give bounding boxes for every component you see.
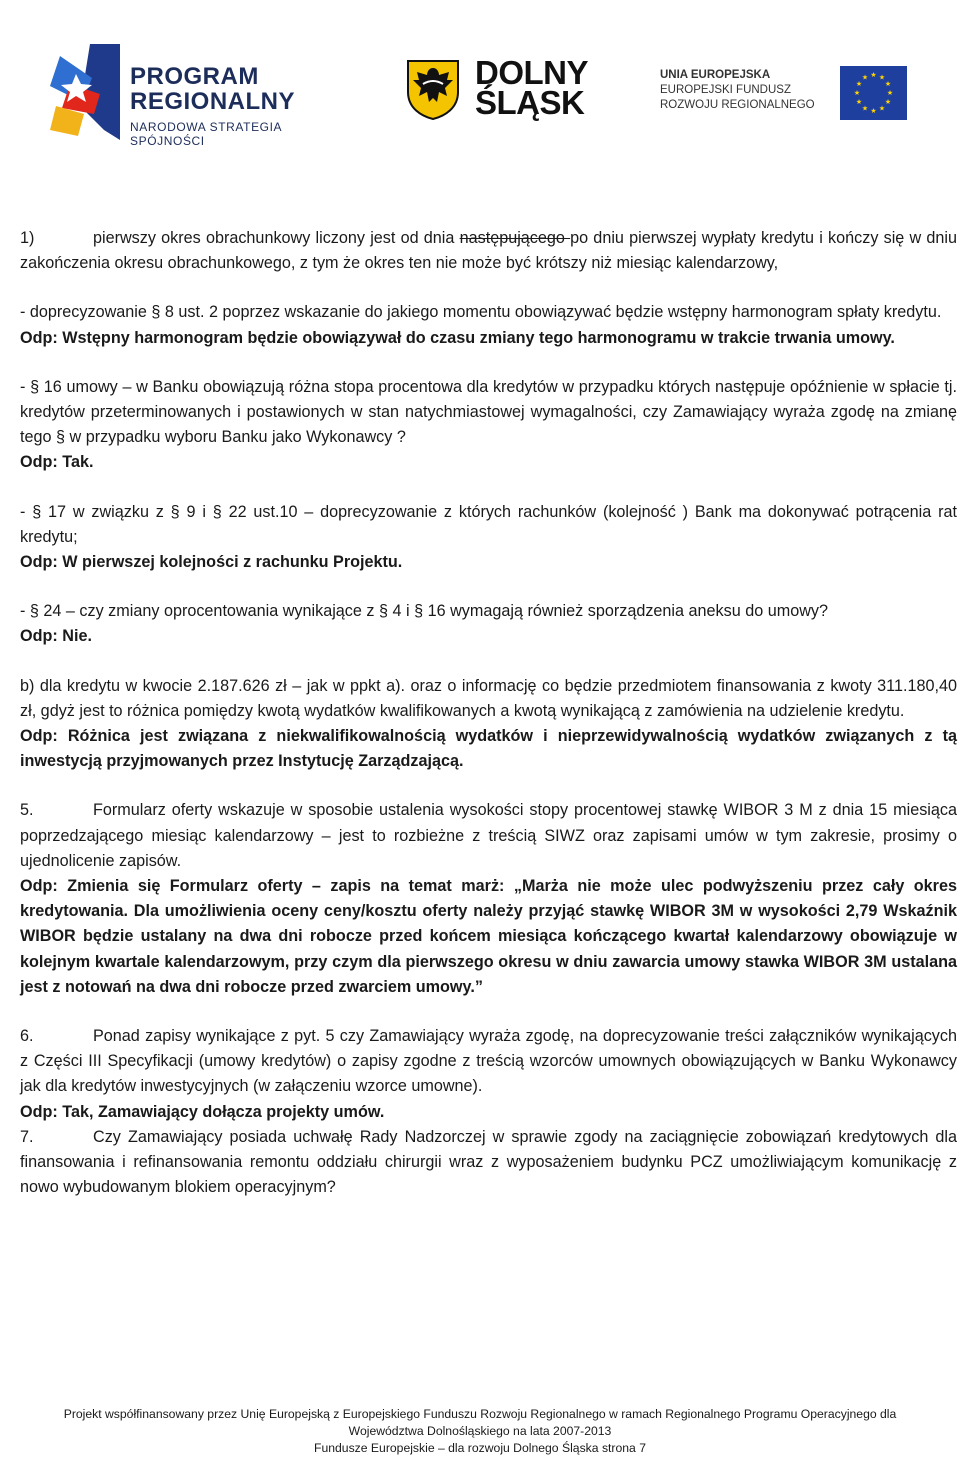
item-1-text-start: pierwszy okres obrachunkowy liczony jest od dnia	[93, 229, 460, 247]
svg-text:★: ★	[870, 107, 877, 115]
item-1-text-end: po dniu pierwszej wypłaty kredytu i kończy się w dniu zakończenia okresu obrachunkowego, z tym że okres ten nie może być krótszy niż miesiąc kalendarzowy,	[20, 229, 957, 273]
question-7-text: Czy Zamawiający posiada uchwałę Rady Nadzorczej w sprawie zgody na zaciągnięcie zobowiązań kredytowych dla finansowania i refinansowania remontu oddziału chirurgii wraz z wyposażeniem budynku PCZ umożliwiającym komunikację z nowo wybudowanym blokiem operacyjnym?	[20, 1127, 957, 1197]
question-5	[20, 798, 957, 874]
eu-logo-line1: UNIA EUROPEJSKA	[660, 69, 771, 81]
question-6	[20, 1024, 957, 1100]
svg-text:★: ★	[861, 73, 869, 82]
program-regionalny-emblem-icon	[50, 44, 120, 140]
eu-flag-icon	[840, 66, 907, 120]
svg-text:★: ★	[886, 89, 894, 97]
svg-text:★: ★	[855, 80, 863, 88]
svg-text:★: ★	[878, 73, 886, 82]
question-paragraph-16: - § 16 umowy – w Banku obowiązują różna stopa procentowa dla kredytów w przypadku których następuje opóźnienie w spłacie tj. kredytów przeterminowanych i postawionych w stan natychmiastowej wymagalności, czy Zamawiający wyraża zgodę na zmianę tego § w przypadku wyboru Banku jako Wykonawcy ?	[20, 377, 957, 447]
question-5-text: Formularz oferty wskazuje w sposobie ustalenia wysokości stopy procentowej stawkę WIBOR 3 M z dnia 15 miesiąca poprzedzającego miesiąc kalendarzowy – jest to rozbieżne z treścią SIWZ oraz zapisami umów w tym zakresie, prosimy o ujednolicenie zapisów.	[20, 801, 957, 870]
answer-b: Odp: Różnica jest związana z niekwalifikowalnością wydatków i nieprzewidywalnością wydatków związanych z tą inwestycją przyjmowanych przez Instytucję Zarządzającą.	[20, 727, 957, 771]
svg-text:★: ★	[884, 80, 892, 88]
answer-6: Odp: Tak, Zamawiający dołącza projekty umów.	[20, 1102, 385, 1121]
footer-line-2: Województwa Dolnośląskiego na lata 2007-2013	[348, 1424, 612, 1438]
footer-line-3: Fundusze Europejskie – dla rozwoju Dolnego Śląska strona 7	[314, 1441, 646, 1455]
footer-line-1: Projekt współfinansowany przez Unię Europejską z Europejskiego Funduszu Rozwoju Regionalnego w ramach Regionalnego Programu Operacyjnego dla	[63, 1407, 897, 1421]
dolny-slask-line2: ŚLĄSK	[475, 84, 585, 121]
eu-logo	[660, 66, 920, 122]
page-header	[0, 0, 960, 150]
answer-paragraph-16: Odp: Tak.	[20, 453, 94, 472]
svg-text:★: ★	[884, 98, 892, 106]
dolny-slask-line1: DOLNY	[475, 54, 588, 91]
question-7-number: 7.	[20, 1127, 34, 1146]
item-1-paragraph	[20, 226, 957, 276]
program-logo-line1: PROGRAM	[130, 63, 259, 90]
question-paragraph-17: - § 17 w związku z § 9 i § 22 ust.10 – doprecyzowanie z których rachunków (kolejność ) Bank ma dokonywać potrącenia rat kredytu;	[20, 502, 957, 546]
answer-paragraph-8: Odp: Wstępny harmonogram będzie obowiązywał do czasu zmiany tego harmonogramu w trakcie trwania umowy.	[20, 328, 895, 347]
svg-text:★: ★	[853, 89, 861, 97]
svg-text:★: ★	[878, 104, 886, 113]
page-footer	[0, 1406, 960, 1457]
item-1-struck-text: następującego	[459, 229, 571, 247]
eu-logo-line3: ROZWOJU REGIONALNEGO	[660, 99, 815, 111]
program-logo-subtitle: NARODOWA STRATEGIA SPÓJNOŚCI	[130, 120, 282, 148]
question-paragraph-24: - § 24 – czy zmiany oprocentowania wynikające z § 4 i § 16 wymagają również sporządzenia aneksu do umowy?	[20, 602, 828, 621]
svg-text:★: ★	[870, 71, 877, 79]
answer-paragraph-17: Odp: W pierwszej kolejności z rachunku Projektu.	[20, 553, 403, 572]
answer-5: Odp: Zmienia się Formularz oferty – zapis na temat marż: „Marża nie może ulec podwyższeniu przez cały okres kredytowania. Dla umożliwienia oceny ceny/kosztu oferty należy przyjąć stawkę WIBOR 3M w wysokości 2,79 Wskaźnik WIBOR będzie ustalany na dwa dni robocze przed końcem miesiąca kończącego kwartał kalendarzowy obowiązuje w kolejnym kwartale kalendarzowym, przy czym dla pierwszego okresu w dniu zawarcia umowy stawka WIBOR 3M ustalana jest z notowań na dwa dni robocze przed zwarciem umowy.”	[20, 877, 957, 996]
question-6-number: 6.	[20, 1027, 34, 1046]
item-1-number: 1)	[20, 229, 35, 247]
document-body	[20, 226, 957, 1201]
question-paragraph-8: - doprecyzowanie § 8 ust. 2 poprzez wskazanie do jakiego momentu obowiązywać będzie wstępny harmonogram spłaty kredytu.	[20, 303, 942, 322]
program-logo-line2: REGIONALNY	[130, 88, 296, 115]
eu-logo-line2: EUROPEJSKI FUNDUSZ	[660, 84, 791, 96]
dolny-slask-logo	[405, 54, 605, 124]
svg-text:★: ★	[861, 104, 869, 113]
silesian-eagle-crest-icon	[405, 58, 461, 120]
question-7	[20, 1125, 957, 1201]
question-5-number: 5.	[20, 801, 34, 820]
question-b: b) dla kredytu w kwocie 2.187.626 zł – jak w ppkt a). oraz o informację co będzie przedmiotem finansowania z kwoty 311.180,40 zł, gdyż jest to różnica pomiędzy kwotą wydatków kwalifikowanych a kwotą wynikającą z zamówienia na udzielenie kredytu.	[20, 676, 957, 720]
question-6-text: Ponad zapisy wynikające z pyt. 5 czy Zamawiający wyraża zgodę, na doprecyzowanie treści załączników wynikających z Części III Specyfikacji (umowy kredytów) o zapisy zgodne z treścią wzorców umownych obowiązujących w Banku Wykonawcy jak dla kredytów inwestycyjnych (w załączeniu wzorce umowne).	[20, 1027, 957, 1096]
svg-text:★: ★	[855, 98, 863, 106]
program-regionalny-logo	[50, 44, 350, 148]
answer-paragraph-24: Odp: Nie.	[20, 627, 92, 646]
